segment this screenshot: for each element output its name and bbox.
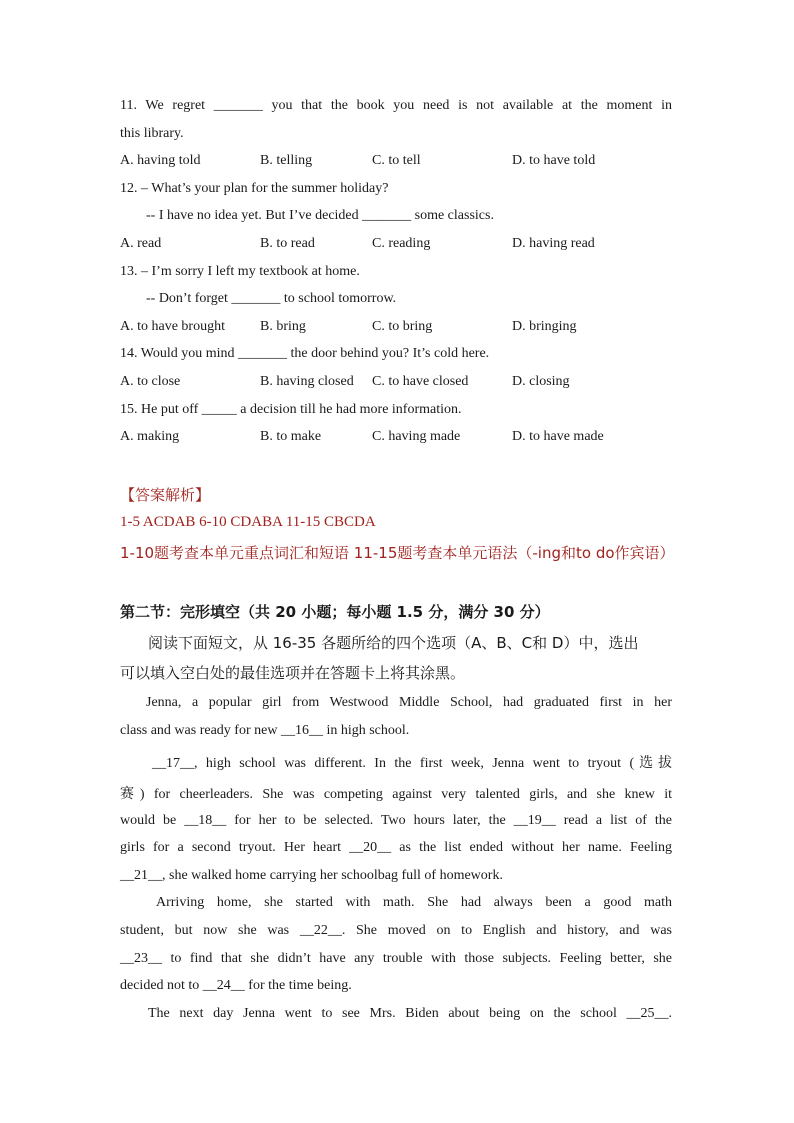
option-b: B. to read — [260, 236, 315, 251]
question-12-options — [0, 236, 794, 254]
question-13-options — [0, 319, 794, 337]
option-d: D. closing — [512, 374, 570, 389]
question-14-options — [0, 374, 794, 392]
option-b: B. having closed — [260, 374, 354, 389]
question-12-line-2: -- I have no idea yet. But I’ve decided _______ some classics. — [146, 208, 494, 223]
option-c: C. to bring — [372, 319, 433, 334]
option-d: D. to have made — [512, 429, 604, 444]
passage-line-5: would be __18__ for her to be selected. Two hours later, the __19__ read a list of the — [120, 813, 672, 828]
question-13-line-2: -- Don’t forget _______ to school tomorrow. — [146, 291, 397, 306]
question-14-line-1: 14. Would you mind _______ the door behind you? It’s cold here. — [120, 346, 490, 361]
option-b: B. to make — [260, 429, 322, 444]
question-15-line-1: 15. He put off _____ a decision till he had more information. — [120, 402, 462, 417]
question-13-line-1: 13. – I’m sorry I left my textbook at home. — [120, 264, 360, 279]
option-a: A. to close — [120, 374, 181, 389]
question-11-line-1: 11. We regret _______ you that the book you need is not available at the moment in — [120, 98, 672, 113]
option-a: A. read — [120, 236, 162, 251]
answer-heading: 【答案解析】 — [120, 486, 211, 504]
question-11-options — [0, 153, 794, 171]
passage-line-8: Arriving home, she started with math. She had always been a good math — [156, 895, 672, 910]
section-instruction-2: 可以填入空白处的最佳选项并在答题卡上将其涂黑。 — [120, 664, 466, 682]
answer-note: 1-10题考查本单元重点词汇和短语 11-15题考查本单元语法（-ing和to do作宾语） — [120, 544, 675, 562]
option-d: D. having read — [512, 236, 595, 251]
passage-line-3: __17__, high school was different. In the first week, Jenna went to tryout (选拔 — [152, 756, 672, 771]
option-a: A. making — [120, 429, 180, 444]
option-c: C. having made — [372, 429, 461, 444]
passage-line-10: __23__ to find that she didn’t have any trouble with those subjects. Feeling better, she — [120, 951, 672, 966]
section-instruction-1: 阅读下面短文，从 16-35 各题所给的四个选项（A、B、C和 D）中，选出 — [148, 634, 639, 652]
passage-line-7: __21__, she walked home carrying her schoolbag full of homework. — [120, 868, 503, 883]
passage-line-11: decided not to __24__ for the time being. — [120, 978, 352, 993]
option-c: C. reading — [372, 236, 431, 251]
option-c: C. to tell — [372, 153, 421, 168]
question-15-options — [0, 429, 794, 447]
passage-line-12: The next day Jenna went to see Mrs. Biden about being on the school __25__. — [148, 1006, 672, 1021]
option-b: B. bring — [260, 319, 306, 334]
option-b: B. telling — [260, 153, 313, 168]
passage-line-4: 赛) for cheerleaders. She was competing against very talented girls, and she knew it — [120, 787, 672, 802]
option-a: A. to have brought — [120, 319, 225, 334]
passage-line-2: class and was ready for new __16__ in high school. — [120, 723, 410, 738]
option-c: C. to have closed — [372, 374, 469, 389]
section-heading: 第二节：完形填空（共 20 小题；每小题 1.5 分，满分 30 分） — [120, 603, 550, 621]
question-12-line-1: 12. – What’s your plan for the summer holiday? — [120, 181, 389, 196]
passage-line-9: student, but now she was __22__. She moved on to English and history, and was — [120, 923, 672, 938]
option-a: A. having told — [120, 153, 201, 168]
passage-line-6: girls for a second tryout. Her heart __20__ as the list ended without her name. Feeling — [120, 840, 672, 855]
question-11-line-2: this library. — [120, 126, 184, 141]
passage-line-1: Jenna, a popular girl from Westwood Middle School, had graduated first in her — [146, 695, 672, 710]
option-d: D. to have told — [512, 153, 596, 168]
option-d: D. bringing — [512, 319, 577, 334]
answer-keys: 1-5 ACDAB 6-10 CDABA 11-15 CBCDA — [120, 514, 376, 530]
